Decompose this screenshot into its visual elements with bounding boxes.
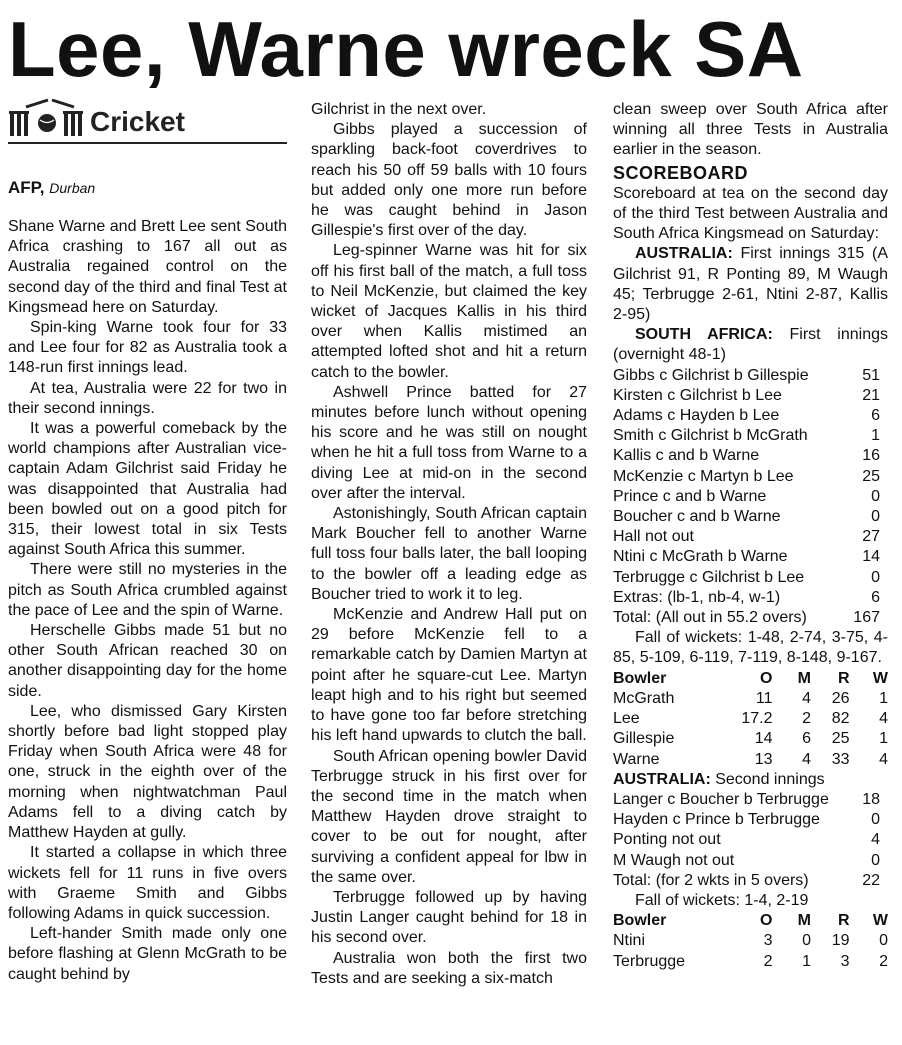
scoreboard-title: SCOREBOARD — [613, 162, 749, 183]
section-tag — [8, 96, 287, 144]
paragraph: There were still no mysteries in the pitch as South Africa crumbled against the pace of Lee and the spin of Warne. — [8, 561, 287, 619]
runs: 14 — [862, 548, 880, 566]
runs: 1 — [871, 427, 880, 445]
batsman-entry: Adams c Hayden b Lee — [613, 407, 780, 425]
dateline — [8, 178, 95, 198]
paragraph: McKenzie and Andrew Hall put on 29 before McKenzie fell to a remarkable catch by Damien Martyn at point after he square-cut Lee. Martyn leapt high and to his right but seemed to have gone too far before stretching his left hand upwards to clutch the ball. — [311, 606, 587, 745]
batting-row — [613, 547, 888, 567]
paragraph: South African opening bowler David Terbrugge struck in his first over for the second time in the match when Matthew Hayden drove straight to cover to be out for nought, after surviving a confident appeal for lbw in the same over. — [311, 747, 587, 886]
paragraph: At tea, Australia were 22 for two in their second innings. — [8, 379, 287, 417]
runs: 18 — [862, 790, 880, 808]
article-column-1 — [8, 217, 287, 985]
batting-row — [613, 406, 888, 426]
runs: 0 — [871, 508, 880, 526]
batting-row — [613, 386, 888, 406]
runs: 6 — [871, 588, 880, 606]
batsman-entry: Total: (All out in 55.2 overs) — [613, 609, 807, 627]
runs: 0 — [871, 811, 880, 829]
bowling-figure: 13 — [754, 750, 773, 768]
batting-row — [613, 790, 888, 810]
bowler-name: Gillespie — [613, 730, 675, 748]
batsman-entry: Smith c Gilchrist b McGrath — [613, 427, 808, 445]
bowling-figure: 1 — [879, 730, 888, 748]
batting-row — [613, 871, 888, 891]
bowling-figure: 26 — [831, 689, 850, 707]
bowling-header: W — [872, 669, 888, 687]
bowling-figure: 2 — [879, 952, 888, 970]
bowling-figure: 1 — [802, 952, 811, 970]
bowling-row — [613, 709, 888, 729]
sa-first-innings — [613, 325, 888, 365]
batsman-entry: Extras: (lb-1, nb-4, w-1) — [613, 588, 781, 606]
bowling-figure: 17.2 — [741, 710, 773, 728]
paragraph: Gibbs played a succession of sparkling back-foot coverdrives to reach his 50 off 59 balls with 10 fours but added only one more run before he was caught behind in Jason Gillespie's first over of the day. — [311, 121, 587, 240]
paragraph: Astonishingly, South African captain Mark Boucher fell to another Warne full toss four balls later, the ball looping to the bowler off a leading edge as Boucher tried to work it to leg. — [311, 505, 587, 603]
innings-summary: Second innings — [710, 770, 825, 788]
bowling-figure: 14 — [754, 730, 773, 748]
bowling-header: R — [837, 912, 850, 930]
paragraph: Leg-spinner Warne was hit for six off his first ball of the match, a full toss to Neil McKenzie, but claimed the key wicket of Jacques Kallis in his third over when Kallis mistimed an attempted lofted shot and hit a return catch to the bowler. — [311, 242, 587, 381]
headline: Lee, Warne wreck SA — [8, 5, 804, 93]
aus-second-innings — [613, 770, 888, 790]
bowling-figure: 4 — [879, 710, 888, 728]
runs: 4 — [871, 831, 880, 849]
bowling-figure: 4 — [879, 750, 888, 768]
paragraph: Left-hander Smith made only one before flashing at Glenn McGrath to be caught behind by — [8, 925, 287, 983]
batting-row — [613, 467, 888, 487]
bowling-header: M — [797, 669, 811, 687]
cricket-icon — [8, 98, 88, 138]
paragraph: Ashwell Prince batted for 27 minutes before lunch without opening his score and he was still on nought when he hit a full toss from Warne to a diving Lee at mid-on in the second over after the interval. — [311, 383, 587, 502]
batting-row — [613, 588, 888, 608]
batsman-entry: Ponting not out — [613, 831, 721, 849]
bowling-figure: 33 — [831, 750, 850, 768]
paragraph: Shane Warne and Brett Lee sent South Africa crashing to 167 all out as Australia regained control on the second day of the third and final Test at Kingsmead here on Saturday. — [8, 218, 287, 316]
bowling-row — [613, 729, 888, 749]
batting-row — [613, 426, 888, 446]
bowling-figure: 82 — [831, 710, 850, 728]
batsman-entry: Total: (for 2 wkts in 5 overs) — [613, 871, 809, 889]
batsman-entry: Kallis c and b Warne — [613, 447, 760, 465]
aus-batting-list — [613, 790, 888, 891]
innings-summary: First innings (overnight 48-1) — [613, 326, 888, 364]
team-label: AUSTRALIA: — [613, 770, 711, 788]
bowling-row — [613, 689, 888, 709]
paragraph: Lee, who dismissed Gary Kirsten shortly before bad light stopped play Friday when South Africa were 48 for one, struck in the eighth over of the morning when nightwatchman Paul Adams fell to a diving catch by Matthew Hayden at gully. — [8, 702, 287, 842]
aus-fall-of-wickets: Fall of wickets: 1-4, 2-19 — [635, 891, 809, 909]
runs: 167 — [853, 609, 880, 627]
aus-first-innings — [613, 244, 888, 325]
batting-row — [613, 366, 888, 386]
team-label: SOUTH AFRICA: — [635, 326, 773, 344]
scoreboard-intro: Scoreboard at tea on the second day of the third Test between Australia and South Africa Kingsmead on Saturday: — [613, 184, 888, 243]
runs: 0 — [871, 851, 880, 869]
article-column-3 — [613, 100, 888, 972]
runs: 16 — [862, 447, 880, 465]
bowling-figure: 25 — [831, 730, 850, 748]
bowling-figure: 19 — [831, 932, 850, 950]
batsman-entry: Prince c and b Warne — [613, 487, 767, 505]
bowling-figure: 4 — [802, 689, 811, 707]
batsman-entry: McKenzie c Martyn b Lee — [613, 467, 794, 485]
runs: 27 — [862, 528, 880, 546]
runs: 0 — [871, 487, 880, 505]
batting-row — [613, 830, 888, 850]
sa-fall-of-wickets: Fall of wickets: 1-48, 2-74, 3-75, 4-85, 5-109, 6-119, 7-119, 8-148, 9-167. — [613, 629, 888, 667]
batting-row — [613, 851, 888, 871]
innings-summary: First innings 315 (A Gilchrist 91, R Ponting 89, M Waugh 45; Terbrugge 2-61, Ntini 2-87, Kallis 2-95) — [613, 245, 888, 324]
team-label: AUSTRALIA: — [635, 245, 733, 263]
sa-bowling-table — [613, 669, 888, 770]
paragraph: It started a collapse in which three wickets fell for 11 runs in five overs with Graeme Smith and Gibbs following Adams in quick succession. — [8, 844, 287, 922]
bowling-figure: 3 — [763, 932, 773, 950]
batting-row — [613, 608, 888, 628]
bowling-row — [613, 952, 888, 972]
bowling-figure: 0 — [802, 932, 811, 950]
batting-row — [613, 568, 888, 588]
batting-row — [613, 446, 888, 466]
runs: 51 — [862, 366, 880, 384]
bowler-name: McGrath — [613, 689, 675, 707]
batting-row — [613, 507, 888, 527]
bowling-header: W — [872, 912, 888, 930]
bowling-figure: 4 — [802, 750, 811, 768]
bowling-figure: 6 — [802, 730, 811, 748]
paragraph: Spin-king Warne took four for 33 and Lee four for 82 as Australia took a 148-run first innings lead. — [8, 319, 287, 377]
bowling-figure: 2 — [802, 710, 811, 728]
batsman-entry: M Waugh not out — [613, 851, 735, 869]
aus-bowling-table — [613, 911, 888, 972]
paragraph: clean sweep over South Africa after winning all three Tests in Australia earlier in the season. — [613, 101, 888, 159]
batting-row — [613, 527, 888, 547]
batsman-entry: Kirsten c Gilchrist b Lee — [613, 386, 782, 404]
bowling-header-row — [613, 911, 888, 931]
runs: 22 — [862, 871, 880, 889]
bowling-row — [613, 931, 888, 951]
runs: 6 — [871, 407, 880, 425]
bowling-figure: 2 — [763, 952, 773, 970]
bowling-figure: 0 — [879, 932, 888, 950]
paragraph: Gilchrist in the next over. — [311, 101, 487, 118]
batting-row — [613, 810, 888, 830]
dateline-place: Durban — [49, 180, 96, 196]
bowling-header: Bowler — [613, 669, 667, 687]
batsman-entry: Terbrugge c Gilchrist b Lee — [613, 568, 805, 586]
bowling-header-row — [613, 669, 888, 689]
batting-row — [613, 487, 888, 507]
runs: 0 — [871, 568, 880, 586]
bowling-row — [613, 750, 888, 770]
batsman-entry: Langer c Boucher b Terbrugge — [613, 790, 829, 808]
runs: 25 — [862, 467, 880, 485]
bowler-name: Ntini — [613, 932, 646, 950]
batsman-entry: Hall not out — [613, 528, 694, 546]
bowling-header: Bowler — [613, 912, 667, 930]
section-name: Cricket — [90, 106, 185, 137]
bowler-name: Terbrugge — [613, 952, 686, 970]
bowling-figure: 11 — [755, 689, 773, 707]
batsman-entry: Boucher c and b Warne — [613, 508, 781, 526]
paragraph: Australia won both the first two Tests and are seeking a six-match — [311, 949, 587, 987]
section-rule — [8, 142, 287, 144]
bowling-header: O — [760, 669, 773, 687]
bowling-header: M — [797, 912, 811, 930]
paragraph: Herschelle Gibbs made 51 but no other South African reached 30 on another disappointing day for the home side. — [8, 622, 287, 700]
dateline-agency: AFP, — [8, 178, 45, 197]
paragraph: It was a powerful comeback by the world champions after Australian vice-captain Adam Gilchrist said Friday he was disappointed that Australia had been bowled out on a good pitch for 315, their lowest total in six Tests against South Africa this summer. — [8, 420, 287, 559]
bowler-name: Lee — [613, 710, 640, 728]
sa-batting-list — [613, 366, 888, 629]
bowling-header: R — [837, 669, 850, 687]
runs: 21 — [862, 386, 880, 404]
batsman-entry: Ntini c McGrath b Warne — [613, 548, 788, 566]
batsman-entry: Hayden c Prince b Terbrugge — [613, 811, 820, 829]
batsman-entry: Gibbs c Gilchrist b Gillespie — [613, 366, 809, 384]
bowling-figure: 3 — [840, 952, 850, 970]
paragraph: Terbrugge followed up by having Justin Langer caught behind for 18 in his second over. — [311, 888, 587, 947]
article-column-2 — [311, 100, 587, 989]
bowling-header: O — [760, 912, 773, 930]
bowler-name: Warne — [613, 750, 660, 768]
bowling-figure: 1 — [879, 689, 888, 707]
